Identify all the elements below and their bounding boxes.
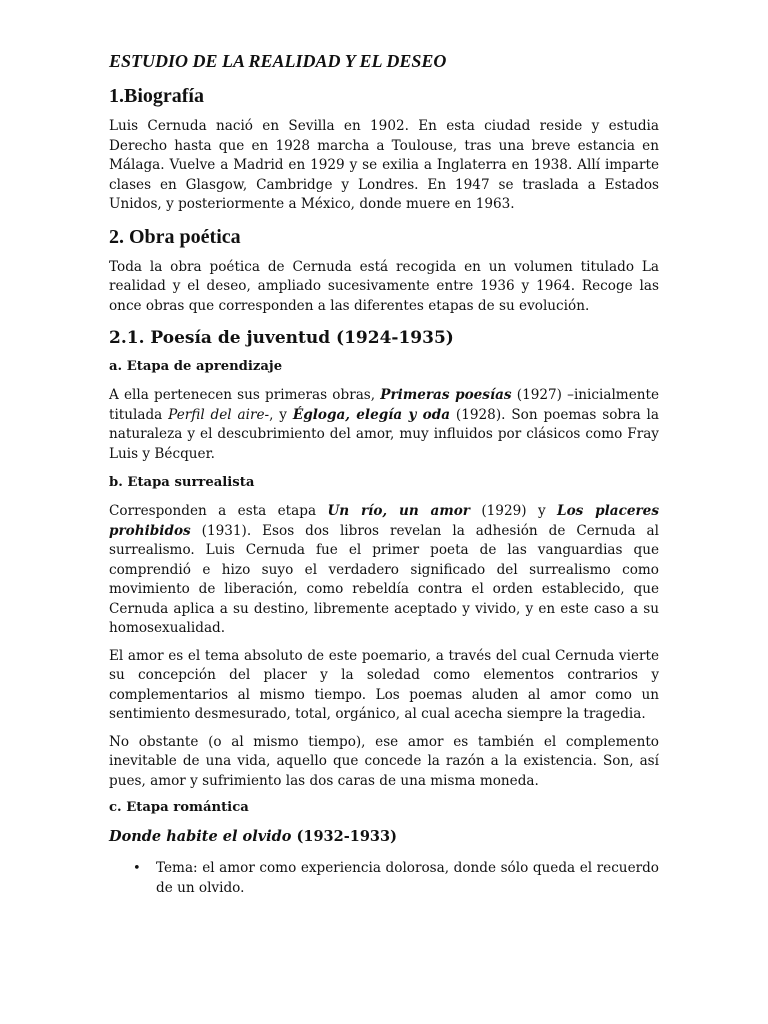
work-title-donde-habite-el-olvido: Donde habite el olvido	[109, 828, 292, 845]
paragraph-obra-poetica: Toda la obra poética de Cernuda está recogida en un volumen titulado La realidad y el deseo, ampliado sucesivamente entre 1936 y 1964. Recoge las once obras que corresponden a las diferentes etapas de su evolución.	[109, 258, 659, 314]
work-heading-donde-habite	[109, 827, 659, 847]
work-title-un-rio-un-amor: Un río, un amor	[327, 503, 470, 519]
text-run: (1928). Son poemas sobra la naturaleza y el descubrimiento del amor, muy influidos por clásicos como Fray Luis y Bécquer.	[109, 406, 660, 462]
text-run: , y	[269, 406, 293, 423]
paragraph-amor-tema: El amor es el tema absoluto de este poemario, a través del cual Cernuda vierte su concepción del placer y la soledad como elementos contrarios y complementarios al mismo tiempo. Los poemas aluden al amor como un sentimiento desmesurado, total, orgánico, al cual acecha siempre la tragedia.	[109, 647, 659, 722]
paragraph-no-obstante: No obstante (o al mismo tiempo), ese amor es también el complemento inevitable de una vida, aquello que concede la razón a la existencia. Son, así pues, amor y sufrimiento las dos caras de una misma moneda.	[109, 733, 659, 789]
paragraph-etapa-aprendizaje	[109, 386, 659, 464]
bullet-list	[109, 859, 659, 898]
document-title: ESTUDIO DE LA REALIDAD Y EL DESEO	[109, 51, 447, 71]
text-run: (1931). Esos dos libros revelan la adhesión de Cernuda al surrealismo. Luis Cernuda fue el primer poeta de las vanguardias que comprendió e hizo suyo el verdadero significado del surrealismo como movimiento de liberación, como rebeldía contra el orden establecido, que Cernuda aplica a su destino, libremente aceptado y vivido, y en este caso a su homosexualidad.	[109, 522, 659, 636]
heading-poesia-juventud: 2.1. Poesía de juventud (1924-1935)	[109, 328, 454, 348]
paragraph-etapa-surrealista	[109, 502, 659, 639]
heading-biografia: 1.Biografía	[109, 85, 204, 107]
list-item-text: Tema: el amor como experiencia dolorosa, donde sólo queda el recuerdo de un olvido.	[156, 860, 659, 896]
text-run: (1927) –inicialmente titulada	[109, 387, 660, 423]
heading-etapa-romantica: c. Etapa romántica	[109, 800, 249, 815]
list-item	[109, 859, 659, 898]
work-title-egloga: Égloga, elegía y oda	[292, 406, 451, 423]
bullet-icon: •	[133, 861, 141, 876]
work-title-primeras-poesias: Primeras poesías	[380, 387, 512, 403]
document-page	[109, 50, 659, 898]
work-title-perfil-del-aire: Perfil del aire-	[168, 406, 270, 423]
heading-etapa-aprendizaje: a. Etapa de aprendizaje	[109, 359, 283, 374]
text-run: (1929) y	[469, 503, 558, 519]
paragraph-biografia: Luis Cernuda nació en Sevilla en 1902. En esta ciudad reside y estudia Derecho hasta que en 1928 marcha a Toulouse, tras una breve estancia en Málaga. Vuelve a Madrid en 1929 y se exilia a Inglaterra en 1938. Allí imparte clases en Glasgow, Cambridge y Londres. En 1947 se traslada a Estados Unidos, y posteriormente a México, donde muere en 1963.	[109, 118, 659, 212]
text-run: Corresponden a esta etapa	[109, 503, 328, 519]
work-years: (1932-1933)	[291, 828, 397, 845]
heading-obra-poetica: 2. Obra poética	[109, 225, 241, 248]
heading-etapa-surrealista: b. Etapa surrealista	[109, 475, 255, 490]
work-title-los-placeres-prohibidos: Los placeres prohibidos	[109, 503, 659, 539]
text-run: A ella pertenecen sus primeras obras,	[109, 387, 381, 403]
